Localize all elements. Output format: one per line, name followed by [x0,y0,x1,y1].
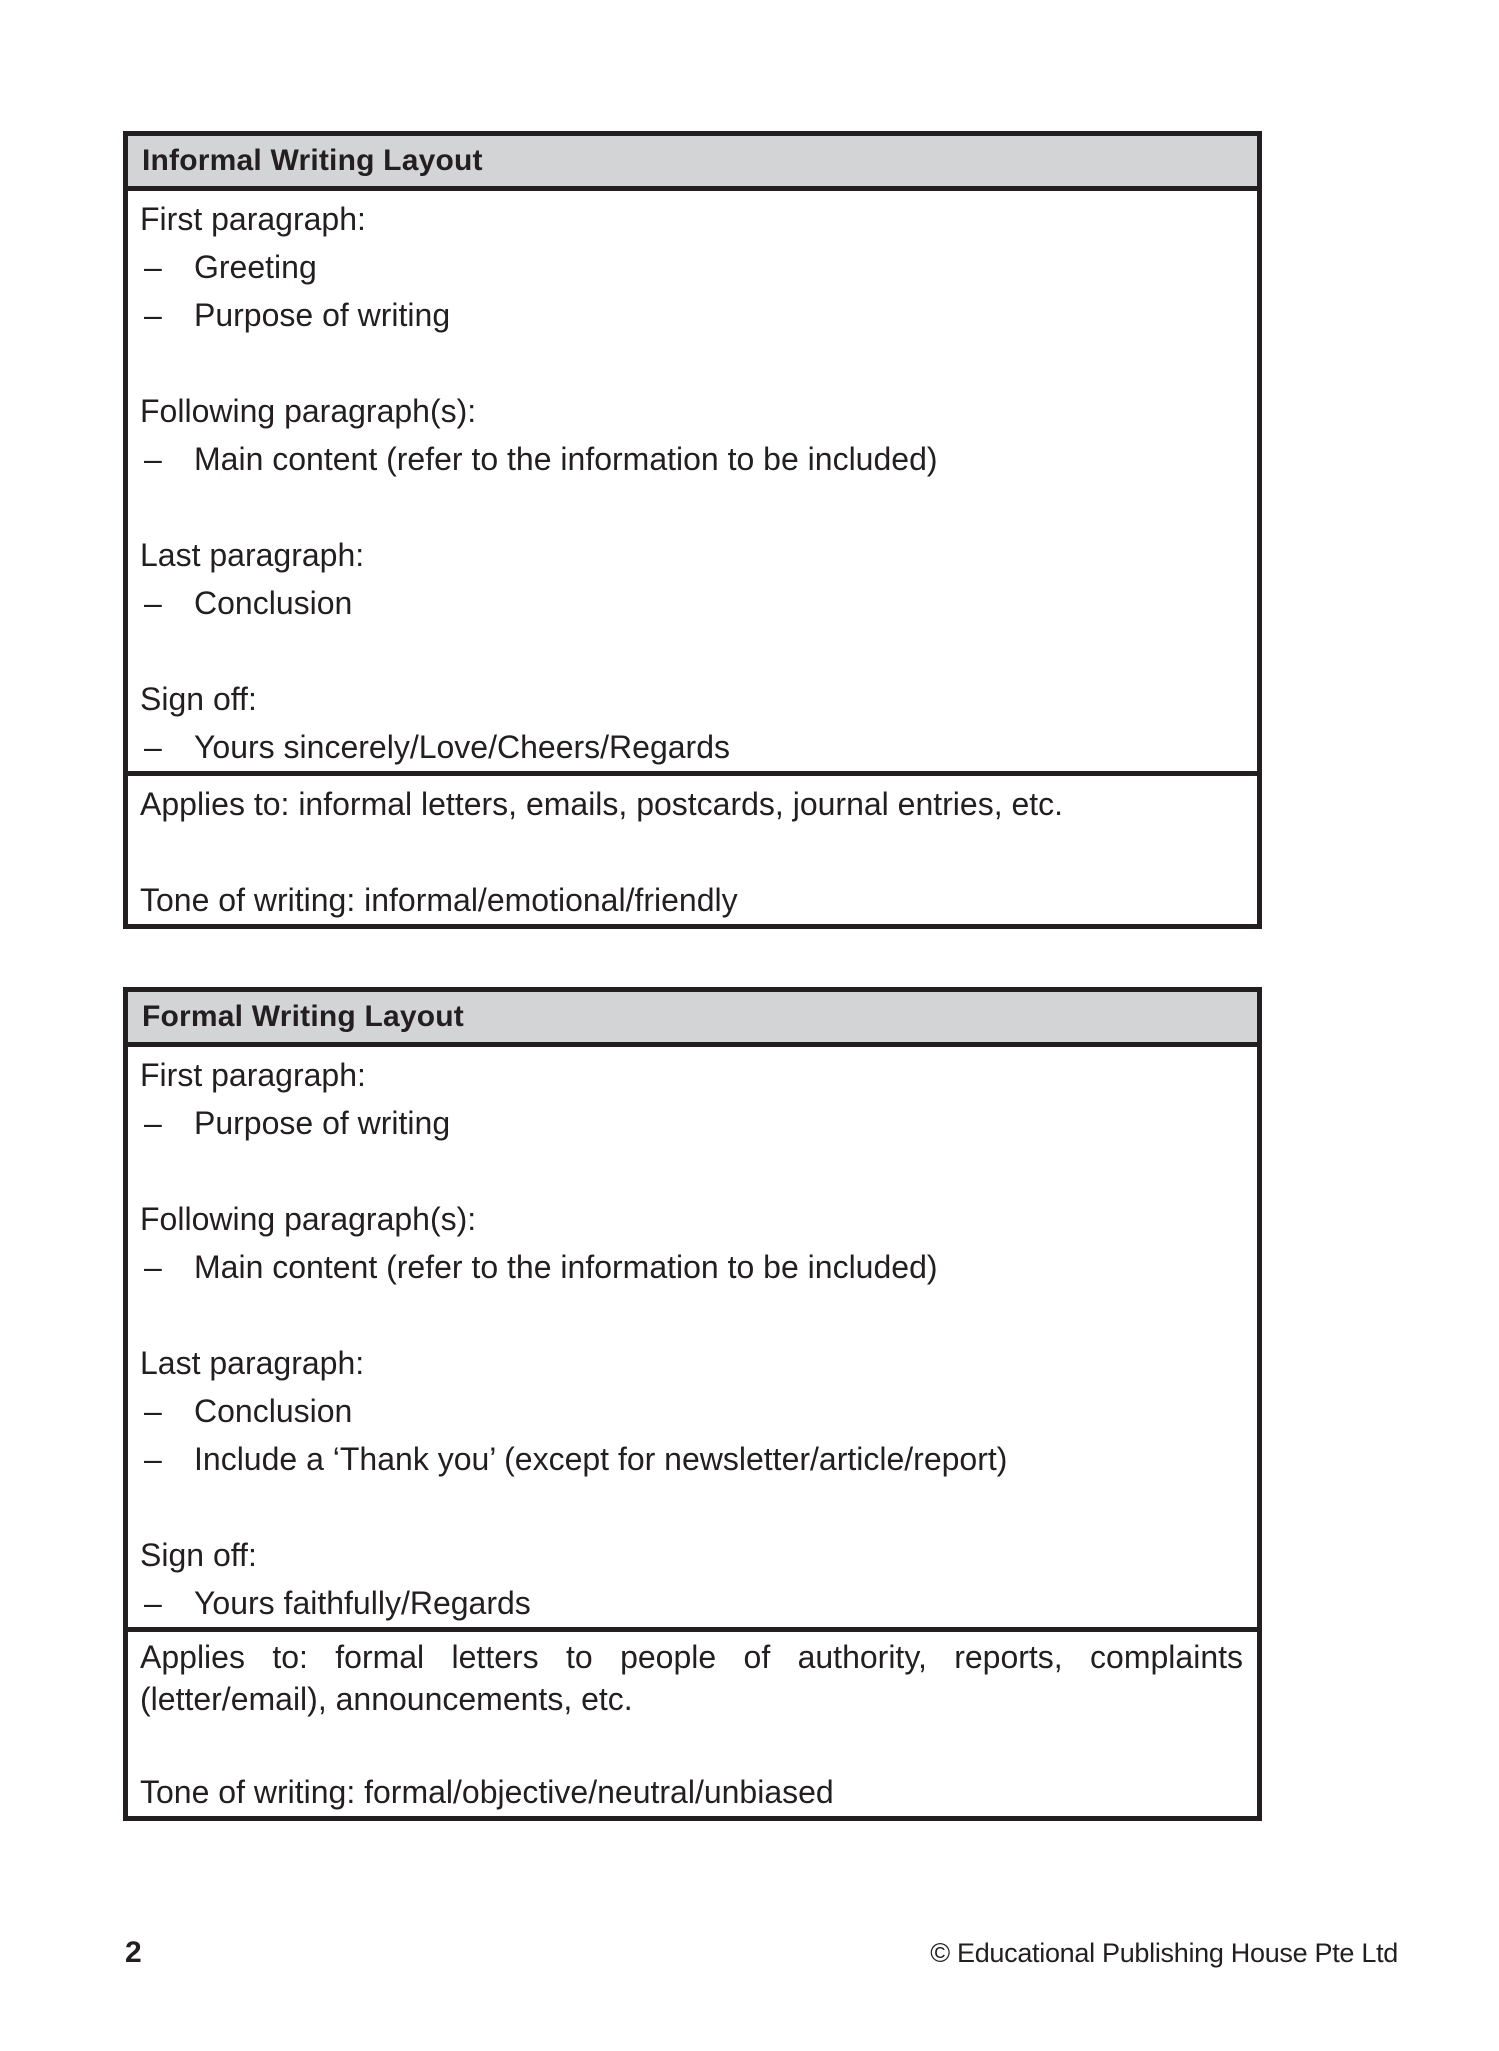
dash-bullet: – [144,249,162,285]
dash-bullet: – [144,1249,162,1285]
list-item [140,1579,1243,1627]
blank-line [140,828,1243,876]
list-item [140,1099,1243,1147]
list-item-text: Main content (refer to the information to be included) [194,1249,938,1285]
list-item-text: Main content (refer to the information to be included) [194,441,938,477]
list-item [140,291,1243,339]
dash-bullet: – [144,1393,162,1429]
blank-line [140,483,1243,531]
blank-line [140,339,1243,387]
dash-bullet: – [144,585,162,621]
formal-structure-cell [128,1047,1257,1632]
section-heading: First paragraph: [140,1057,366,1093]
dash-bullet: – [144,1105,162,1141]
page-footer [125,1936,1398,1970]
section-heading: Sign off: [140,1537,257,1573]
formal-table-title: Formal Writing Layout [128,992,1257,1047]
blank-line [140,1291,1243,1339]
list-item [140,243,1243,291]
applies-to-text: Applies to: informal letters, emails, postcards, journal entries, etc. [140,786,1064,822]
list-item [140,723,1243,771]
dash-bullet: – [144,729,162,765]
copyright-notice: © Educational Publishing House Pte Ltd [930,1938,1398,1968]
list-item-text: Yours sincerely/Love/Cheers/Regards [194,729,730,765]
list-item-text: Purpose of writing [194,1105,451,1141]
formal-writing-table [123,987,1262,1821]
list-item-text: Yours faithfully/Regards [194,1585,531,1621]
section-heading: Last paragraph: [140,537,365,573]
blank-line [140,1720,1243,1768]
list-item-text: Purpose of writing [194,297,451,333]
section-heading: First paragraph: [140,201,366,237]
list-item [140,1243,1243,1291]
dash-bullet: – [144,441,162,477]
blank-line [140,1483,1243,1531]
section-heading: Sign off: [140,681,257,717]
list-item [140,1435,1243,1483]
list-item-text: Conclusion [194,1393,353,1429]
list-item-text: Include a ‘Thank you’ (except for newsletter/article/report) [194,1441,1008,1477]
section-heading: Following paragraph(s): [140,1201,477,1237]
informal-applies-tone-cell [128,776,1257,924]
dash-bullet: – [144,1585,162,1621]
tone-of-writing-text: Tone of writing: formal/objective/neutral/unbiased [140,1774,834,1810]
dash-bullet: – [144,1441,162,1477]
informal-writing-table [123,131,1262,929]
formal-applies-tone-cell [128,1632,1257,1816]
informal-structure-cell [128,191,1257,776]
applies-to-text: Applies to: formal letters to people of authority, reports, complaints (letter/email), announcements, etc. [140,1639,1243,1717]
page-number: 2 [125,1936,142,1969]
section-heading: Following paragraph(s): [140,393,477,429]
list-item [140,435,1243,483]
list-item [140,1387,1243,1435]
blank-line [140,627,1243,675]
list-item-text: Greeting [194,249,317,285]
informal-table-title: Informal Writing Layout [128,136,1257,191]
tone-of-writing-text: Tone of writing: informal/emotional/friendly [140,882,738,918]
blank-line [140,1147,1243,1195]
list-item-text: Conclusion [194,585,353,621]
section-heading: Last paragraph: [140,1345,365,1381]
list-item [140,579,1243,627]
dash-bullet: – [144,297,162,333]
